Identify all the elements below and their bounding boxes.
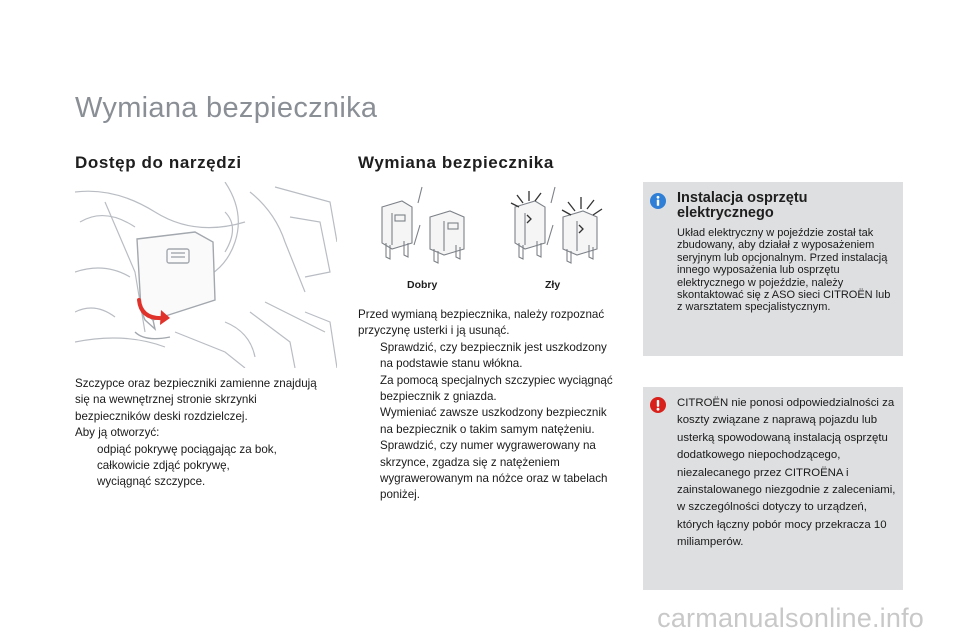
left-intro: Szczypce oraz bezpieczniki zamienne znajdują się na wewnętrznej stronie skrzynki bezpieczników deski rozdzielczej. bbox=[75, 377, 317, 423]
list-item: Za pomocą specjalnych szczypiec wyciągnąć bezpiecznik z gniazda. bbox=[380, 373, 613, 404]
dashboard-illustration bbox=[75, 182, 337, 368]
list-item: Sprawdzić, czy numer wygrawerowany na skrzynce, zgadza się z natężeniem wygrawerowanym na nóżce oraz w tabelach poniżej. bbox=[380, 439, 608, 502]
info-box bbox=[643, 182, 903, 356]
fuse-good-illustration bbox=[372, 185, 474, 267]
warning-icon bbox=[650, 397, 666, 413]
list-item: odpiąć pokrywę pociągając za bok, bbox=[97, 442, 277, 456]
info-icon bbox=[650, 193, 666, 209]
page-title: Wymiana bezpiecznika bbox=[75, 92, 378, 124]
middle-heading: Wymiana bezpiecznika bbox=[358, 153, 554, 172]
left-open-label: Aby ją otworzyć: bbox=[75, 426, 160, 440]
left-heading: Dostęp do narzędzi bbox=[75, 153, 242, 172]
warning-box bbox=[643, 387, 903, 590]
fuse-bad-illustration bbox=[505, 185, 607, 267]
list-item: wyciągnąć szczypce. bbox=[97, 475, 206, 489]
list-item: całkowicie zdjąć pokrywę, bbox=[97, 459, 230, 473]
list-item: Wymieniać zawsze uszkodzony bezpiecznik na bezpiecznik o takim samym natężeniu. bbox=[380, 406, 607, 436]
fuse-good-label: Dobry bbox=[407, 279, 438, 291]
middle-intro: Przed wymianą bezpiecznika, należy rozpoznać przyczynę usterki i ją usunąć. bbox=[358, 308, 605, 338]
info-box-title: Instalacja osprzętu elektrycznego bbox=[677, 190, 808, 221]
left-steps bbox=[75, 442, 329, 491]
watermark: carmanualsonline.info bbox=[657, 603, 924, 633]
info-box-text: Układ elektryczny w pojeździe został tak zbudowany, aby działał z wyposażeniem seryjnym lub opcjonalnym. Przed instalacją innego wyposażenia lub osprzętu elektrycznego w pojeździe, należy skontaktować się z ASO sieci CITROËN lub z warsztatem specjalistycznym. bbox=[677, 227, 891, 314]
list-item: Sprawdzić, czy bezpiecznik jest uszkodzony na podstawie stanu włókna. bbox=[380, 340, 607, 371]
warning-box-text: CITROËN nie ponosi odpowiedzialności za koszty związane z naprawą pojazdu lub usterką spowodowaną instalacją osprzętu dodatkowego niepochodzącego, niezalecanego przez CITROËNA i zainstalowanego niezgodnie z zaleceniami, w szczególności dotyczy to urządzeń, których łączny pobór mocy przekracza 10 miliamperów. bbox=[677, 397, 896, 549]
fuse-bad-label: Zły bbox=[545, 279, 561, 291]
middle-steps bbox=[358, 340, 620, 504]
